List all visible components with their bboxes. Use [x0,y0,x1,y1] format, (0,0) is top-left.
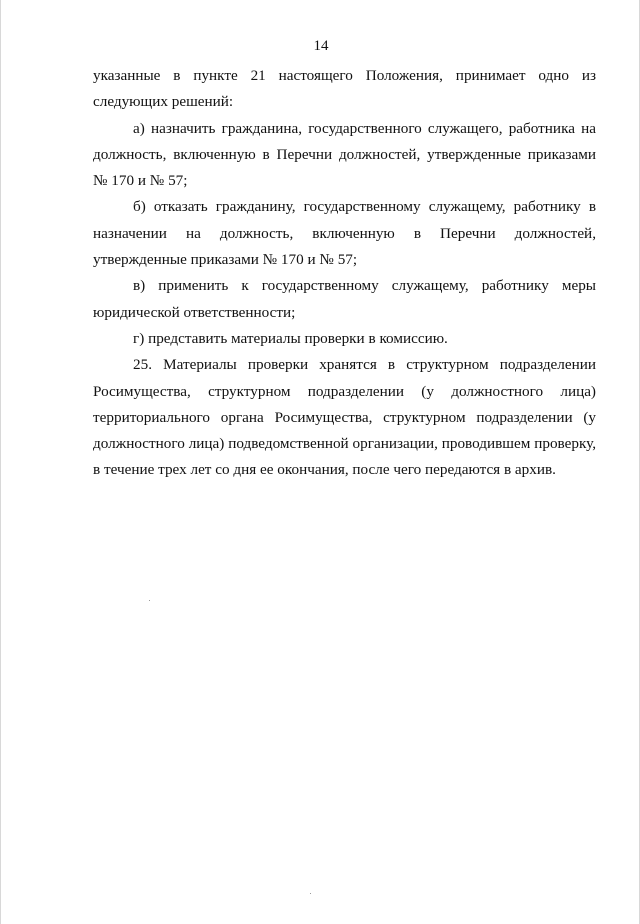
paragraph-clause-25: 25. Материалы проверки хранятся в структурном подразделении Росимущества, структурном подразделении (у должностного лица) территориального органа Росимущества, структурном подразделении (у должностного лица) подведомственной организации, проводившем проверку, в течение трех лет со дня ее окончания, после чего передаются в архив. [93,356,596,479]
paragraph-item-a: а) назначить гражданина, государственного служащего, работника на должность, включенную в Перечни должностей, утвержденные приказами № 170 и № 57; [93,119,596,190]
scan-speck [310,893,311,894]
scan-speck [149,600,150,601]
paragraph-item-b: б) отказать гражданину, государственному служащему, работнику в назначении на должность, включенную в Перечни должностей, утвержденные приказами № 170 и № 57; [93,198,596,269]
paragraph-item-g: г) представить материалы проверки в комиссию. [133,329,448,347]
page-number: 14 [313,38,329,54]
document-body [93,63,596,484]
paragraph-item-v: в) применить к государственному служащему, работнику меры юридической ответственности; [93,277,596,321]
paragraph-intro: указанные в пункте 21 настоящего Положения, принимает одно из следующих решений: [93,67,596,111]
